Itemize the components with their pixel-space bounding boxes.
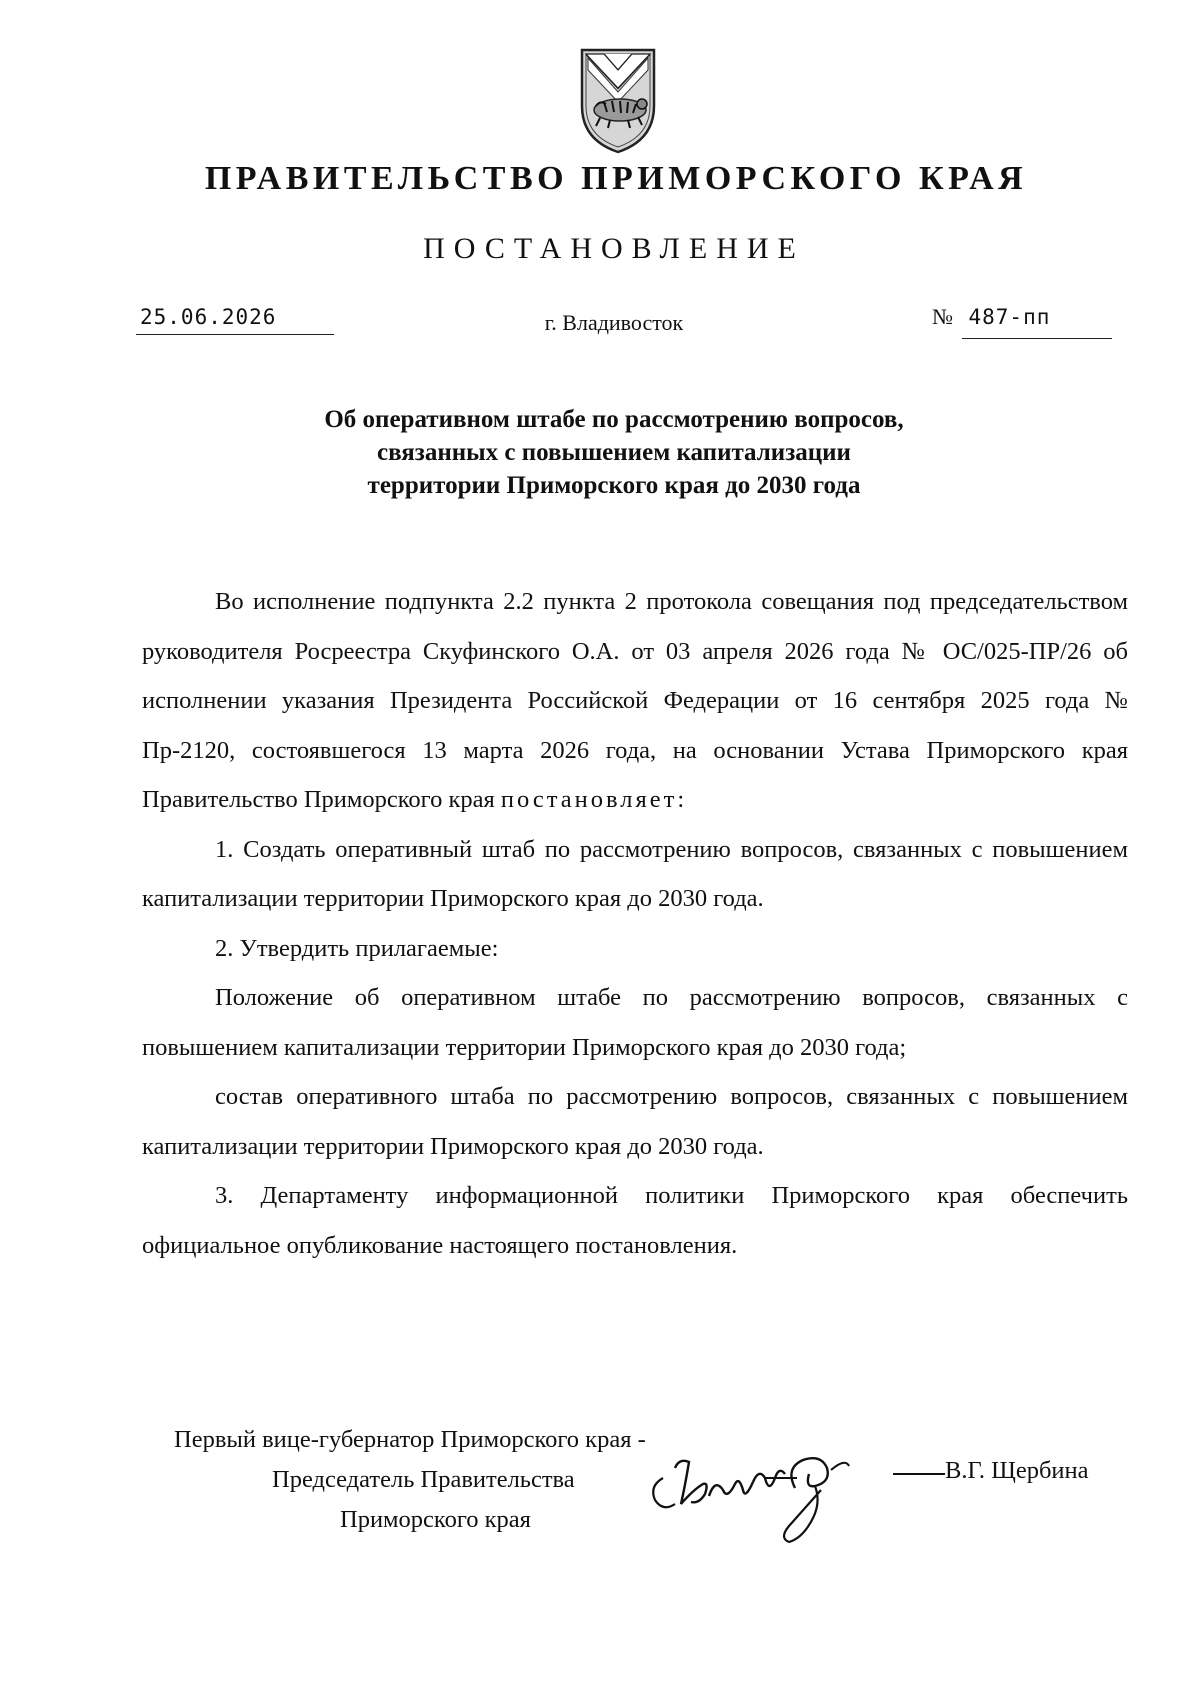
document-city: г. Владивосток <box>544 310 684 335</box>
resolves-text: постановляет: <box>500 786 688 813</box>
document-type: ПОСТАНОВЛЕНИЕ <box>423 232 805 265</box>
item-2: 2. Утвердить прилагаемые: <box>215 934 499 962</box>
preamble-text: Во исполнение подпункта 2.2 пункта 2 протокола совещания под председательством руководителя Росреестра Скуфинского О.А. от 03 апреля 2026 года № ОС/025-ПР/26 об исполнении указания Президента Российской Федерации от 16 сентября 2025 года № Пр-2120, состоявшегося 13 марта 2026 года, на основании Устава Приморского края Правительство Приморского края <box>142 588 1128 813</box>
date-value: 25.06.2026 <box>140 305 277 329</box>
coat-of-arms-icon <box>574 44 662 156</box>
item-2-a: Положение об оперативном штабе по рассмотрению вопросов, связанных с повышением капитализации территории Приморского края до 2030 года; <box>142 984 1128 1061</box>
document-subject <box>0 403 1200 502</box>
number-sign: № <box>932 304 953 329</box>
preamble-paragraph <box>142 577 1128 825</box>
subject-line: территории Приморского края до 2030 года <box>367 472 861 499</box>
signature-block <box>0 1426 1200 1546</box>
signer-position-line: Первый вице-губернатор Приморского края - <box>174 1426 646 1453</box>
subject-line: связанных с повышением капитализации <box>377 439 851 466</box>
signer-position-line: Председатель Правительства <box>272 1466 575 1493</box>
signer-position-line: Приморского края <box>340 1506 531 1533</box>
item-2-b: состав оперативного штаба по рассмотрению вопросов, связанных с повышением капитализации территории Приморского края до 2030 года. <box>142 1083 1128 1160</box>
signature-dash <box>893 1473 945 1475</box>
number-underline <box>962 338 1112 339</box>
item-1: 1. Создать оперативный штаб по рассмотрению вопросов, связанных с повышением капитализации территории Приморского края до 2030 года. <box>142 835 1128 912</box>
document-number <box>932 304 1112 344</box>
subject-line: Об оперативном штабе по рассмотрению вопросов, <box>324 406 904 433</box>
item-3: 3. Департаменту информационной политики Приморского края обеспечить официальное опубликование настоящего постановления. <box>142 1182 1128 1259</box>
signer-name: В.Г. Щербина <box>945 1457 1089 1484</box>
government-title: ПРАВИТЕЛЬСТВО ПРИМОРСКОГО КРАЯ <box>204 160 1028 197</box>
number-value: 487-пп <box>968 305 1051 329</box>
document-body <box>142 577 1128 1270</box>
handwritten-signature <box>645 1438 885 1550</box>
